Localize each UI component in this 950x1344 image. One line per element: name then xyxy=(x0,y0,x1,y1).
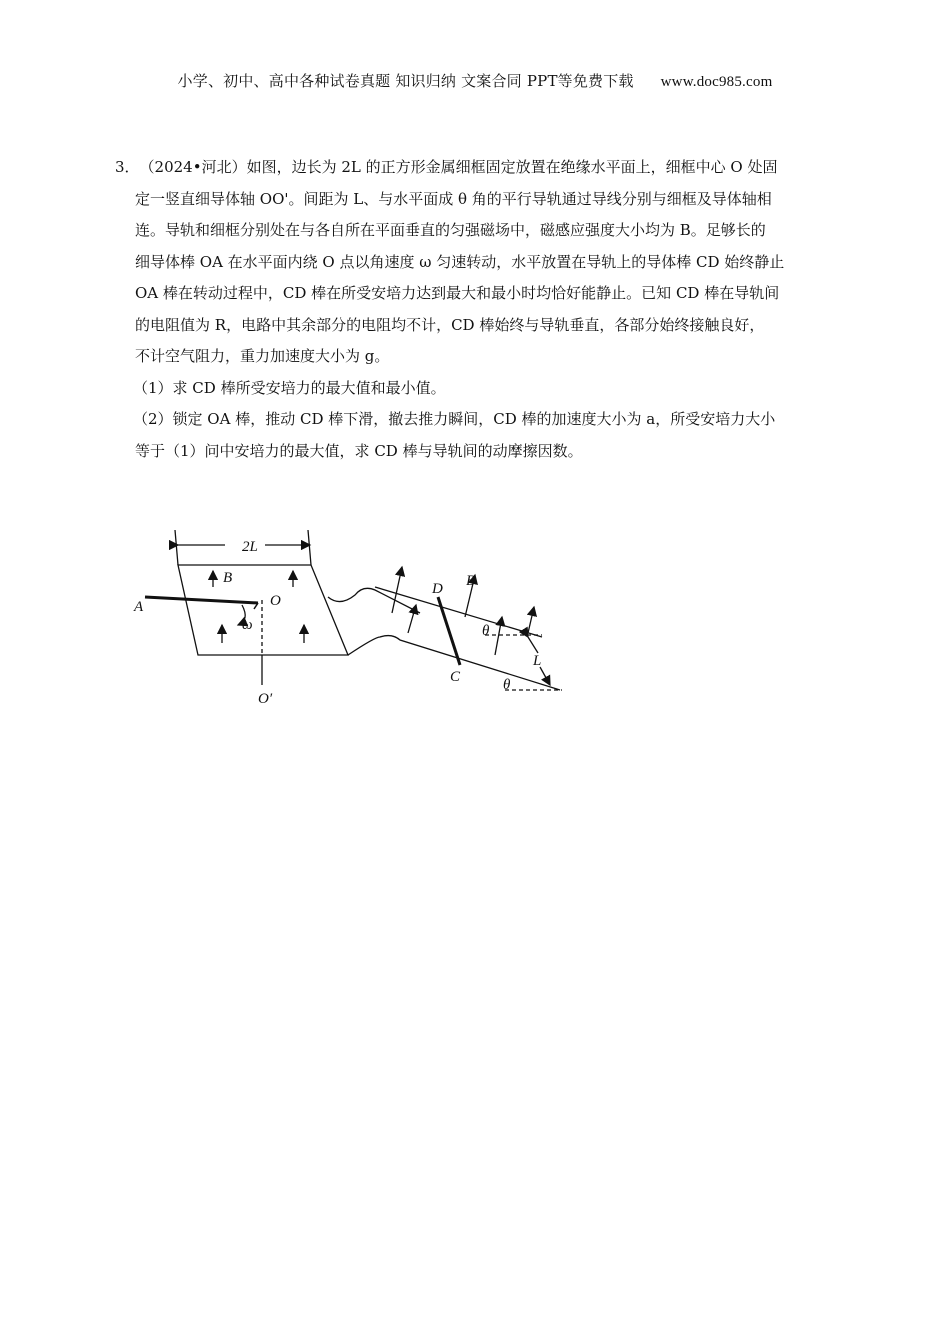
label-D: D xyxy=(432,581,443,597)
question-number: 3． xyxy=(115,158,140,176)
question-line-2: 定一竖直细导体轴 OO'。间距为 L、与水平面成 θ 角的平行导轨通过导线分别与细框及导体轴相 xyxy=(135,189,772,208)
dim-left-tick xyxy=(175,530,178,565)
question-3 xyxy=(115,152,840,467)
sub-question-1: （1）求 CD 棒所受安培力的最大值和最小值。 xyxy=(133,378,446,397)
label-2L: 2L xyxy=(242,539,258,555)
sub-question-2-line-1: （2）锁定 OA 棒，推动 CD 棒下滑，撤去推力瞬间，CD 棒的加速度大小为 a，所受安培力大小 xyxy=(133,410,776,428)
label-B-left: B xyxy=(223,570,233,586)
physics-figure xyxy=(130,525,570,715)
question-line-6: 的电阻值为 R，电路中其余部分的电阻均不计，CD 棒始终与导轨垂直，各部分始终接触良好， xyxy=(135,315,765,334)
question-line-4: 细导体棒 OA 在水平面内绕 O 点以角速度 ω 匀速转动，水平放置在导轨上的导体棒 CD 始终静止 xyxy=(135,252,785,271)
page-header xyxy=(0,70,950,91)
rod-OA xyxy=(145,597,258,603)
label-O-prime: O′ xyxy=(258,691,273,707)
label-theta-top: θ xyxy=(482,623,490,639)
metal-frame xyxy=(178,565,348,655)
question-line-3: 连。导轨和细框分别处在与各自所在平面垂直的匀强磁场中，磁感应强度大小均为 B。足够长的 xyxy=(135,221,766,239)
figure-svg xyxy=(130,525,570,715)
sub-question-2-line-2: 等于（1）问中安培力的最大值，求 CD 棒与导轨间的动摩擦因数。 xyxy=(135,441,583,460)
header-text: 小学、初中、高中各种试卷真题 知识归纳 文案合同 PPT等免费下载 xyxy=(177,72,634,90)
label-A: A xyxy=(134,599,144,615)
label-B-right: B xyxy=(466,573,476,589)
label-omega: ω xyxy=(242,617,253,633)
header-site: www.doc985.com xyxy=(660,74,773,90)
question-line-7: 不计空气阻力，重力加速度大小为 g。 xyxy=(135,347,390,365)
dim-right-tick xyxy=(308,530,311,565)
label-O: O xyxy=(270,593,281,609)
question-line-1: 3．（2024•河北）如图，边长为 2L 的正方形金属细框固定放置在绝缘水平面上，细框中心 O 处固 xyxy=(115,152,840,184)
question-line-5: OA 棒在转动过程中，CD 棒在所受安培力达到最大和最小时均恰好能静止。已知 CD 棒在导轨间 xyxy=(135,284,780,302)
label-L: L xyxy=(533,653,542,669)
label-C: C xyxy=(450,669,461,685)
label-theta-bottom: θ xyxy=(503,677,511,693)
